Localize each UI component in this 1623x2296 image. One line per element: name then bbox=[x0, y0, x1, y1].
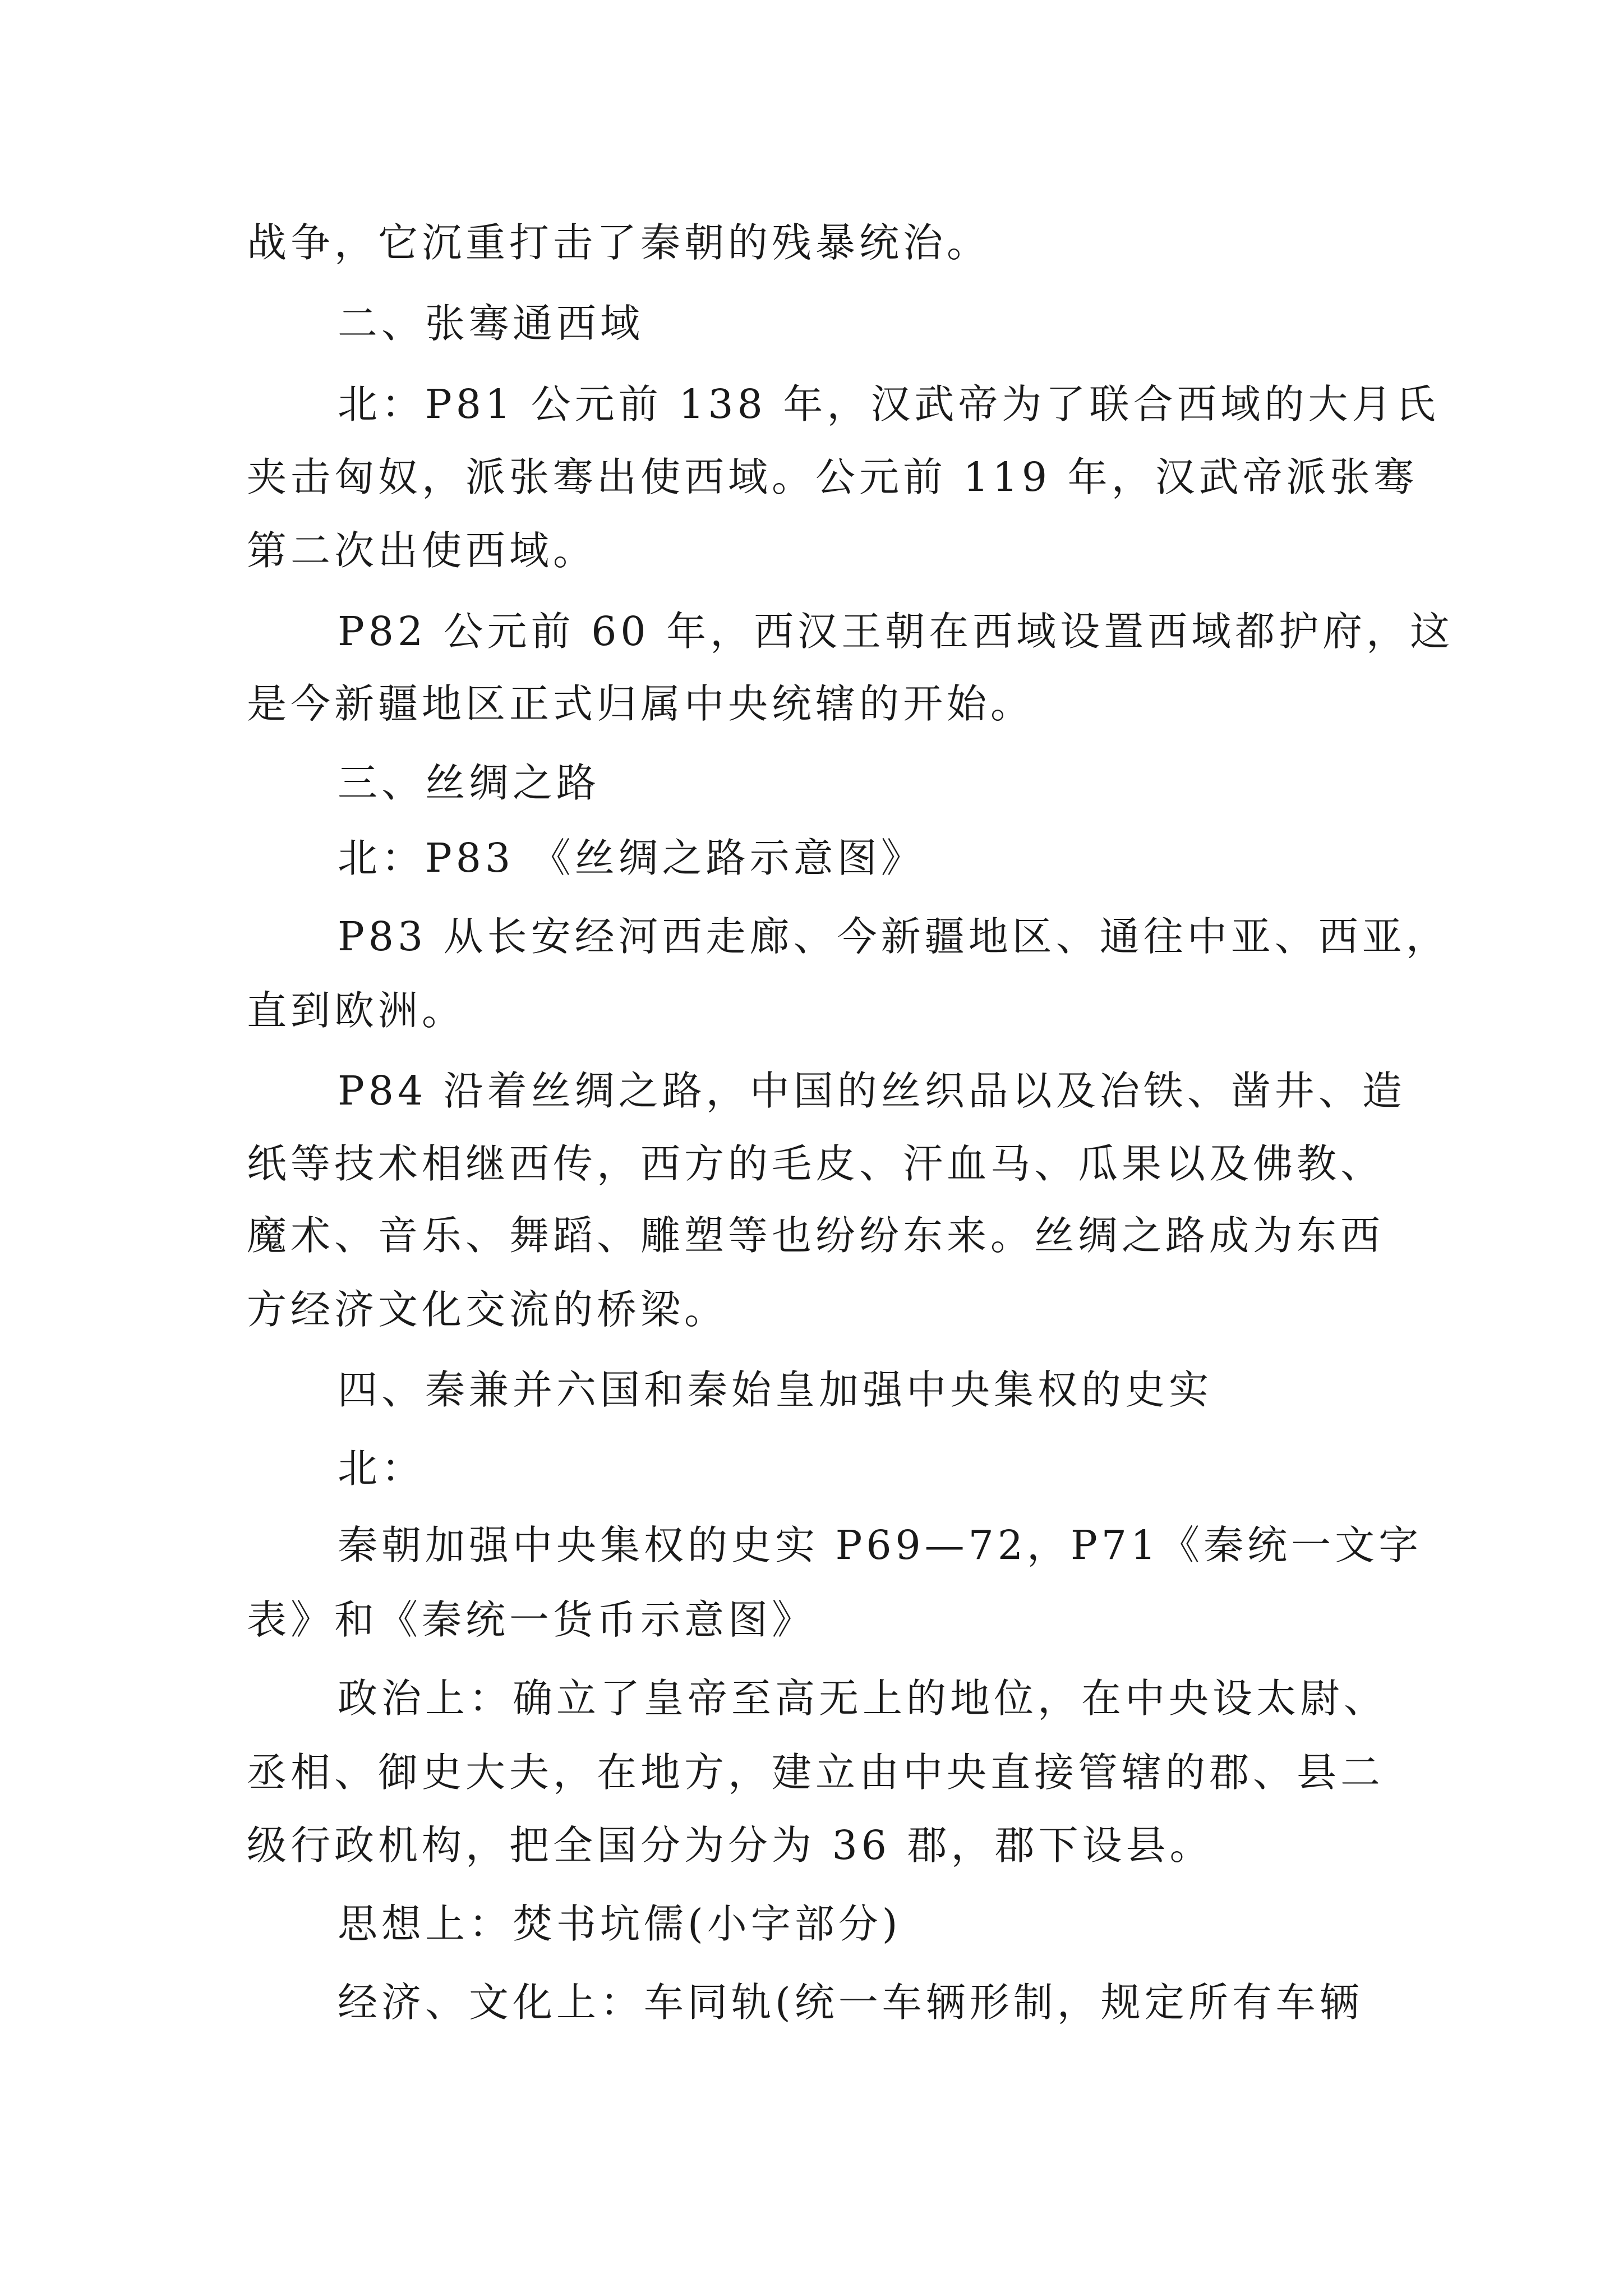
text-line: 级行政机构，把全国分为分为 36 郡，郡下设县。 bbox=[247, 1822, 1214, 1869]
section-heading: 二、张骞通西域 bbox=[338, 300, 644, 347]
text-line: 是今新疆地区正式归属中央统辖的开始。 bbox=[247, 680, 1035, 727]
text-line: 丞相、御史大夫，在地方，建立由中央直接管辖的郡、县二 bbox=[247, 1749, 1385, 1796]
text-line: 北： bbox=[338, 1445, 426, 1492]
text-line: 思想上：焚书坑儒(小字部分) bbox=[338, 1901, 902, 1947]
text-line: 北：P81 公元前 138 年，汉武帝为了联合西域的大月氏 bbox=[338, 381, 1440, 427]
section-heading: 三、丝绸之路 bbox=[338, 760, 601, 806]
text-line: 夹击匈奴，派张骞出使西域。公元前 119 年，汉武帝派张骞 bbox=[247, 454, 1418, 500]
text-line: P83 从长安经河西走廊、今新疆地区、通往中亚、西亚， bbox=[338, 913, 1450, 960]
text-line: 纸等技术相继西传，西方的毛皮、汗血马、瓜果以及佛教、 bbox=[247, 1140, 1385, 1187]
text-line: 秦朝加强中央集权的史实 P69—72，P71《秦统一文字 bbox=[338, 1522, 1423, 1568]
section-heading: 四、秦兼并六国和秦始皇加强中央集权的史实 bbox=[338, 1366, 1213, 1413]
text-line: 魔术、音乐、舞蹈、雕塑等也纷纷东来。丝绸之路成为东西 bbox=[247, 1212, 1385, 1259]
text-line: 第二次出使西域。 bbox=[247, 527, 597, 574]
text-line: P82 公元前 60 年，西汉王朝在西域设置西域都护府，这 bbox=[338, 608, 1454, 655]
text-line: 北：P83 《丝绸之路示意图》 bbox=[338, 835, 925, 881]
text-line: 经济、文化上：车同轨(统一车辆形制，规定所有车辆 bbox=[338, 1979, 1363, 2026]
text-line: P84 沿着丝绸之路，中国的丝织品以及冶铁、凿井、造 bbox=[338, 1068, 1406, 1114]
text-line: 战争，它沉重打击了秦朝的残暴统治。 bbox=[247, 219, 991, 266]
text-line: 方经济文化交流的桥梁。 bbox=[247, 1286, 728, 1333]
text-line: 政治上：确立了皇帝至高无上的地位，在中央设太尉、 bbox=[338, 1675, 1388, 1722]
text-line: 直到欧洲。 bbox=[247, 987, 466, 1034]
text-line: 表》和《秦统一货币示意图》 bbox=[247, 1596, 816, 1643]
